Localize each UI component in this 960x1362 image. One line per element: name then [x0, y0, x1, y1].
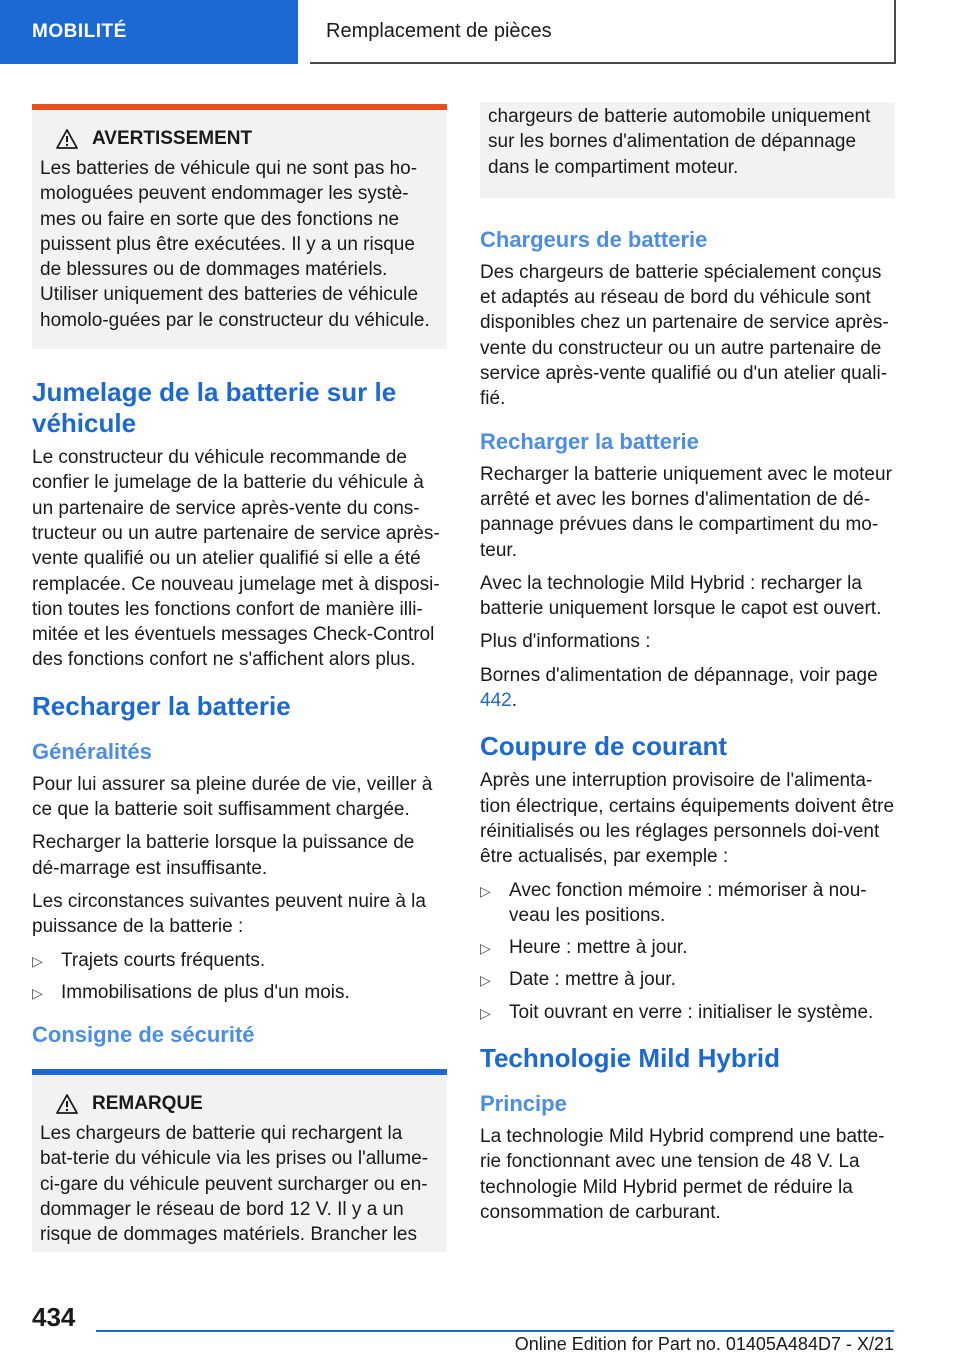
note-continued-text: chargeurs de batterie automobile uniquement sur les bornes d'alimentation de dépannage dans le compartiment moteur. [488, 106, 871, 178]
warning-title [40, 128, 439, 150]
bullet-triangle-icon: ▷ [32, 952, 43, 969]
recharger-p1: Recharger la batterie uniquement avec le moteur arrêté et avec les bornes d'alimentation de dé-pannage prévues dans le compartiment du mo-teur. [480, 463, 892, 561]
coupure-text: Après une interruption provisoire de l'alimenta-tion électrique, certains équipements doivent être réinitialisés ou les réglages personnels doi-vent être actualisés, par exemple : [480, 770, 895, 868]
bullet-triangle-icon: ▷ [32, 984, 43, 1001]
note-title [40, 1093, 439, 1115]
bullet-triangle-icon: ▷ [480, 882, 491, 899]
footer-edition: Online Edition for Part no. 01405A484D7 - X/21 [514, 1334, 894, 1354]
subheading-generalites: Généralités [32, 738, 152, 764]
bullet-triangle-icon: ▷ [480, 940, 491, 957]
recharger-p4: Bornes d'alimentation de dépannage, voir page 442. [480, 664, 878, 712]
left-column [32, 104, 447, 1252]
note-box-continued [480, 102, 895, 198]
bullet-triangle-icon: ▷ [480, 1004, 491, 1021]
recharger-p3: Plus d'informations : [480, 631, 651, 653]
page-reference-link[interactable]: 442 [480, 690, 512, 712]
coupure-list [480, 878, 895, 1025]
header-chapter-title: Remplacement de pièces [310, 0, 896, 64]
generalites-p2: Recharger la batterie lorsque la puissance de dé-marrage est insuffisante. [32, 832, 415, 879]
list-item: ▷ Trajets courts fréquents. [32, 948, 447, 973]
list-item: ▷ Heure : mettre à jour. [480, 935, 895, 960]
note-text: Les chargeurs de batterie qui rechargent la bat-terie du véhicule via les prises ou l'allume-ci-gare du véhicule peuvent surcharger ou en-dommager le réseau de bord 12 V. Il y a un risque de dommages matériels. Brancher les [40, 1123, 429, 1246]
recharger-p2: Avec la technologie Mild Hybrid : recharger la batterie uniquement lorsque le capot est ouvert. [480, 572, 882, 620]
subheading-principe: Principe [480, 1091, 567, 1117]
note-box [32, 1069, 447, 1251]
list-item: ▷ Date : mettre à jour. [480, 967, 895, 992]
subheading-consigne: Consigne de sécurité [32, 1022, 255, 1048]
page-number: 434 [32, 1302, 76, 1332]
header-section-label: MOBILITÉ [0, 0, 298, 64]
warning-title-text: AVERTISSEMENT [92, 128, 253, 149]
jumelage-text: Le constructeur du véhicule recommande de confier le jumelage de la batterie du véhicule à un partenaire de service après-vente du cons-tructeur ou un autre partenaire de service après-vente qualifié ou un atelier qualifié si elle a été remplacée. Ce nouveau jumelage met à disposi-tion toutes les fonctions confort de manière illi-mitée et les éventuels messages Check-Control des fonctions confort ne s'affichent alors plus. [32, 447, 440, 671]
heading-recharger: Recharger la batterie [32, 690, 291, 721]
subheading-chargeurs: Chargeurs de batterie [480, 226, 708, 252]
subheading-recharger: Recharger la batterie [480, 428, 699, 454]
list-item: ▷ Toit ouvrant en verre : initialiser le système. [480, 1000, 895, 1025]
list-item: ▷ Avec fonction mémoire : mémoriser à nou-veau les positions. [480, 879, 867, 926]
generalites-list [32, 948, 447, 1006]
warning-triangle-icon [56, 129, 78, 149]
heading-jumelage: Jumelage de la batterie sur le véhicule [32, 377, 397, 439]
warning-box [32, 104, 447, 349]
list-item: ▷ Immobilisations de plus d'un mois. [32, 980, 447, 1005]
heading-mild-hybrid: Technologie Mild Hybrid [480, 1043, 780, 1074]
chargeurs-text: Des chargeurs de batterie spécialement conçus et adaptés au réseau de bord du véhicule sont disponibles chez un partenaire de service après-vente du constructeur ou un autre partenaire de service après-vente qualifié ou d'un atelier quali-fié. [480, 261, 889, 410]
heading-coupure: Coupure de courant [480, 731, 728, 762]
footer-rule [96, 1330, 894, 1332]
warning-triangle-icon [56, 1094, 78, 1114]
generalites-p1: Pour lui assurer sa pleine durée de vie, veiller à ce que la batterie soit suffisamment chargée. [32, 773, 433, 821]
bullet-triangle-icon: ▷ [480, 972, 491, 989]
warning-text: Les batteries de véhicule qui ne sont pas ho-mologuées peuvent endommager les systè-mes ou faire en sorte que des fonctions ne puissent plus être exécutées. Il y a un risque de blessures ou de dommages matériels. Utiliser uniquement des batteries de véhicule homolo-guées par le constructeur du véhicule. [40, 158, 430, 331]
generalites-p3: Les circonstances suivantes peuvent nuire à la puissance de la batterie : [32, 890, 426, 938]
note-title-text: REMARQUE [92, 1093, 203, 1115]
right-column [480, 102, 895, 1233]
principe-text: La technologie Mild Hybrid comprend une batte-rie fonctionnant avec une tension de 48 V. La technologie Mild Hybrid permet de réduire la consommation de carburant. [480, 1126, 885, 1223]
